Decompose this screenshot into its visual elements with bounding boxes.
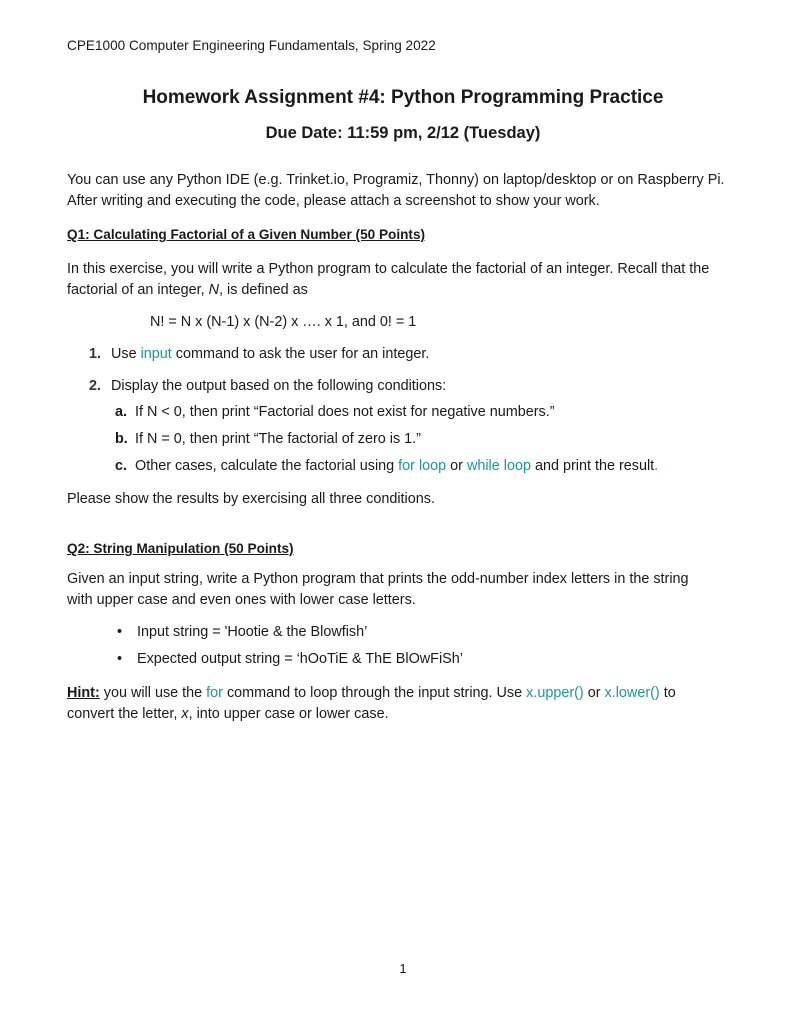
list-number: 1.: [89, 346, 102, 362]
q2-description-line-1: Given an input string, write a Python program that prints the odd-number index letters in the string: [67, 571, 689, 587]
document-header: CPE1000 Computer Engineering Fundamentals, Spring 2022: [67, 38, 436, 53]
item-text: If N < 0, then print “Factorial does not exist for negative numbers.”: [135, 404, 555, 420]
upper-keyword: x.upper(): [526, 685, 584, 701]
hint-text-end: , into upper case or lower case.: [188, 706, 389, 722]
q1-desc-text-end: , is defined as: [219, 282, 308, 298]
q1-closing: Please show the results by exercising all three conditions.: [67, 491, 435, 507]
intro-line-1: You can use any Python IDE (e.g. Trinket.io, Programiz, Thonny) on laptop/desktop or on Raspberry Pi.: [67, 172, 725, 188]
item-text-mid: or: [446, 458, 467, 474]
q1-description-line-1: In this exercise, you will write a Python program to calculate the factorial of an integer. Recall that the: [67, 261, 710, 277]
bullet-dot: •: [117, 624, 123, 640]
hint-variable: x: [181, 706, 189, 722]
item-text: Use: [111, 346, 141, 362]
intro-line-2: After writing and executing the code, please attach a screenshot to show your work.: [67, 193, 600, 209]
bullet-dot: •: [117, 651, 123, 667]
bullet-text: Expected output string = ‘hOoTiE & ThE BlOwFiSh’: [137, 651, 463, 667]
teal-period: .: [654, 458, 659, 474]
list-letter: a.: [115, 404, 128, 420]
lower-keyword: x.lower(): [604, 685, 660, 701]
q1-desc-text: factorial of an integer,: [67, 282, 209, 298]
q1-item-2c: [115, 458, 658, 474]
page-number: 1: [399, 961, 407, 976]
q1-item-1: [89, 346, 429, 362]
factorial-formula: N! = N x (N-1) x (N-2) x …. x 1, and 0! = 1: [150, 314, 417, 330]
page-title: Homework Assignment #4: Python Programming Practice: [142, 87, 664, 108]
list-number: 2.: [89, 378, 102, 394]
q1-description-line-2: [67, 282, 308, 298]
hint-text-or: or: [583, 685, 605, 701]
list-letter: b.: [115, 431, 128, 447]
for-keyword: for: [206, 685, 223, 701]
item-text-end: and print the result: [530, 458, 655, 474]
q2-heading: Q2: String Manipulation (50 Points): [67, 541, 294, 556]
q2-bullet-2: [117, 651, 463, 667]
hint-line-1: [67, 685, 676, 701]
hint-line-2: [67, 706, 389, 722]
hint-text-end: to: [659, 685, 676, 701]
input-keyword: input: [140, 346, 172, 362]
q2-bullet-1: [117, 624, 367, 640]
due-date: Due Date: 11:59 pm, 2/12 (Tuesday): [265, 124, 541, 142]
hint-text-mid: command to loop through the input string. Use: [222, 685, 527, 701]
q1-item-2b: [115, 431, 421, 447]
item-text: Display the output based on the following conditions:: [111, 378, 447, 394]
hint-label: Hint:: [67, 685, 100, 701]
item-text: If N = 0, then print “The factorial of zero is 1.”: [135, 431, 421, 447]
for-loop-keyword: for loop: [398, 458, 447, 474]
q1-heading: Q1: Calculating Factorial of a Given Number (50 Points): [67, 227, 426, 242]
item-text: Other cases, calculate the factorial using: [135, 458, 399, 474]
hint-text: convert the letter,: [67, 706, 182, 722]
q1-item-2a: [115, 404, 555, 420]
q2-description-line-2: with upper case and even ones with lower case letters.: [67, 592, 416, 608]
while-loop-keyword: while loop: [466, 458, 531, 474]
q1-desc-variable: N: [208, 282, 220, 298]
bullet-text: Input string = 'Hootie & the Blowfish’: [137, 624, 368, 640]
q1-item-2: [89, 378, 446, 394]
item-text-end: command to ask the user for an integer.: [171, 346, 430, 362]
list-letter: c.: [115, 458, 128, 474]
hint-text: you will use the: [99, 685, 207, 701]
